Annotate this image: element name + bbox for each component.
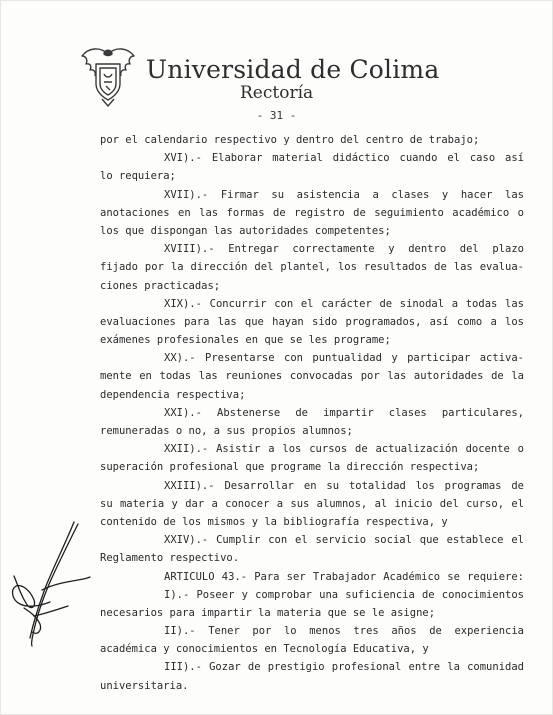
- office-name: Rectoría: [240, 83, 314, 103]
- page-number: - 31 -: [256, 109, 297, 122]
- text-line: XIX).- Concurrir con el carácter de sinodal a todas las: [164, 297, 524, 310]
- text-line: XX).- Presentarse con puntualidad y participar activa-: [164, 352, 524, 365]
- handwritten-signature-icon: [4, 520, 94, 650]
- text-line: remuneradas o no, a sus propios alumnos;: [100, 425, 353, 437]
- text-line: II).- Tener por lo menos tres años de experiencia: [164, 625, 524, 638]
- text-line: evaluaciones para las que hayan sido programados, así como a los: [100, 315, 524, 328]
- text-line: Reglamento respectivo.: [100, 552, 240, 565]
- text-line: XVI).- Elaborar material didáctico cuando el caso así: [164, 152, 524, 165]
- text-line: anotaciones en las formas de registro de seguimiento académico o: [100, 206, 524, 219]
- text-line: XXIV).- Cumplir con el servicio social que establece el: [164, 534, 524, 547]
- text-line: XVII).- Firmar su asistencia a clases y hacer las: [164, 188, 524, 201]
- text-line: ciones practicadas;: [100, 279, 221, 292]
- text-line: los que dispongan las autoridades competentes;: [100, 224, 391, 237]
- text-line: XXII).- Asistir a los cursos de actualización docente o: [164, 443, 524, 456]
- text-line: universitaria.: [100, 679, 189, 692]
- text-line: XXIII).- Desarrollar en su totalidad los programas de: [164, 479, 524, 492]
- document-body: [100, 131, 524, 695]
- university-name: Universidad de Colima: [146, 55, 440, 84]
- text-line: superación profesional que programe la dirección respectiva;: [100, 461, 480, 474]
- text-line: XXI).- Abstenerse de impartir clases particulares,: [164, 406, 524, 419]
- text-line: académica y conocimientos en Tecnología Educativa, y: [100, 643, 429, 656]
- text-line: I).- Poseer y comprobar una suficiencia de conocimientos: [164, 588, 524, 601]
- text-line: fijado por la dirección del plantel, los resultados de las evalua-: [100, 261, 524, 274]
- text-line: III).- Gozar de prestigio profesional entre la comunidad: [164, 661, 524, 674]
- text-line: lo requiera;: [100, 170, 176, 183]
- text-line: mente en todas las reuniones convocadas por las autoridades de la: [100, 370, 524, 383]
- text-line: necesarios para impartir la materia que se le asigne;: [100, 606, 436, 619]
- text-line: dependencia respectiva;: [100, 388, 246, 401]
- text-line: ARTICULO 43.- Para ser Trabajador Académico se requiere:: [164, 570, 524, 583]
- text-line: su materia y dar a conocer a sus alumnos, al inicio del curso, el: [100, 497, 524, 510]
- text-line: XVIII).- Entregar correctamente y dentro del plazo: [164, 243, 524, 256]
- text-line: por el calendario respectivo y dentro del centro de trabajo;: [100, 134, 480, 146]
- text-line: contenido de los mismos y la bibliografía respectiva, y: [100, 515, 448, 528]
- university-seal-eagle-icon: [78, 44, 138, 108]
- text-line: exámenes profesionales en que se les programe;: [100, 334, 391, 347]
